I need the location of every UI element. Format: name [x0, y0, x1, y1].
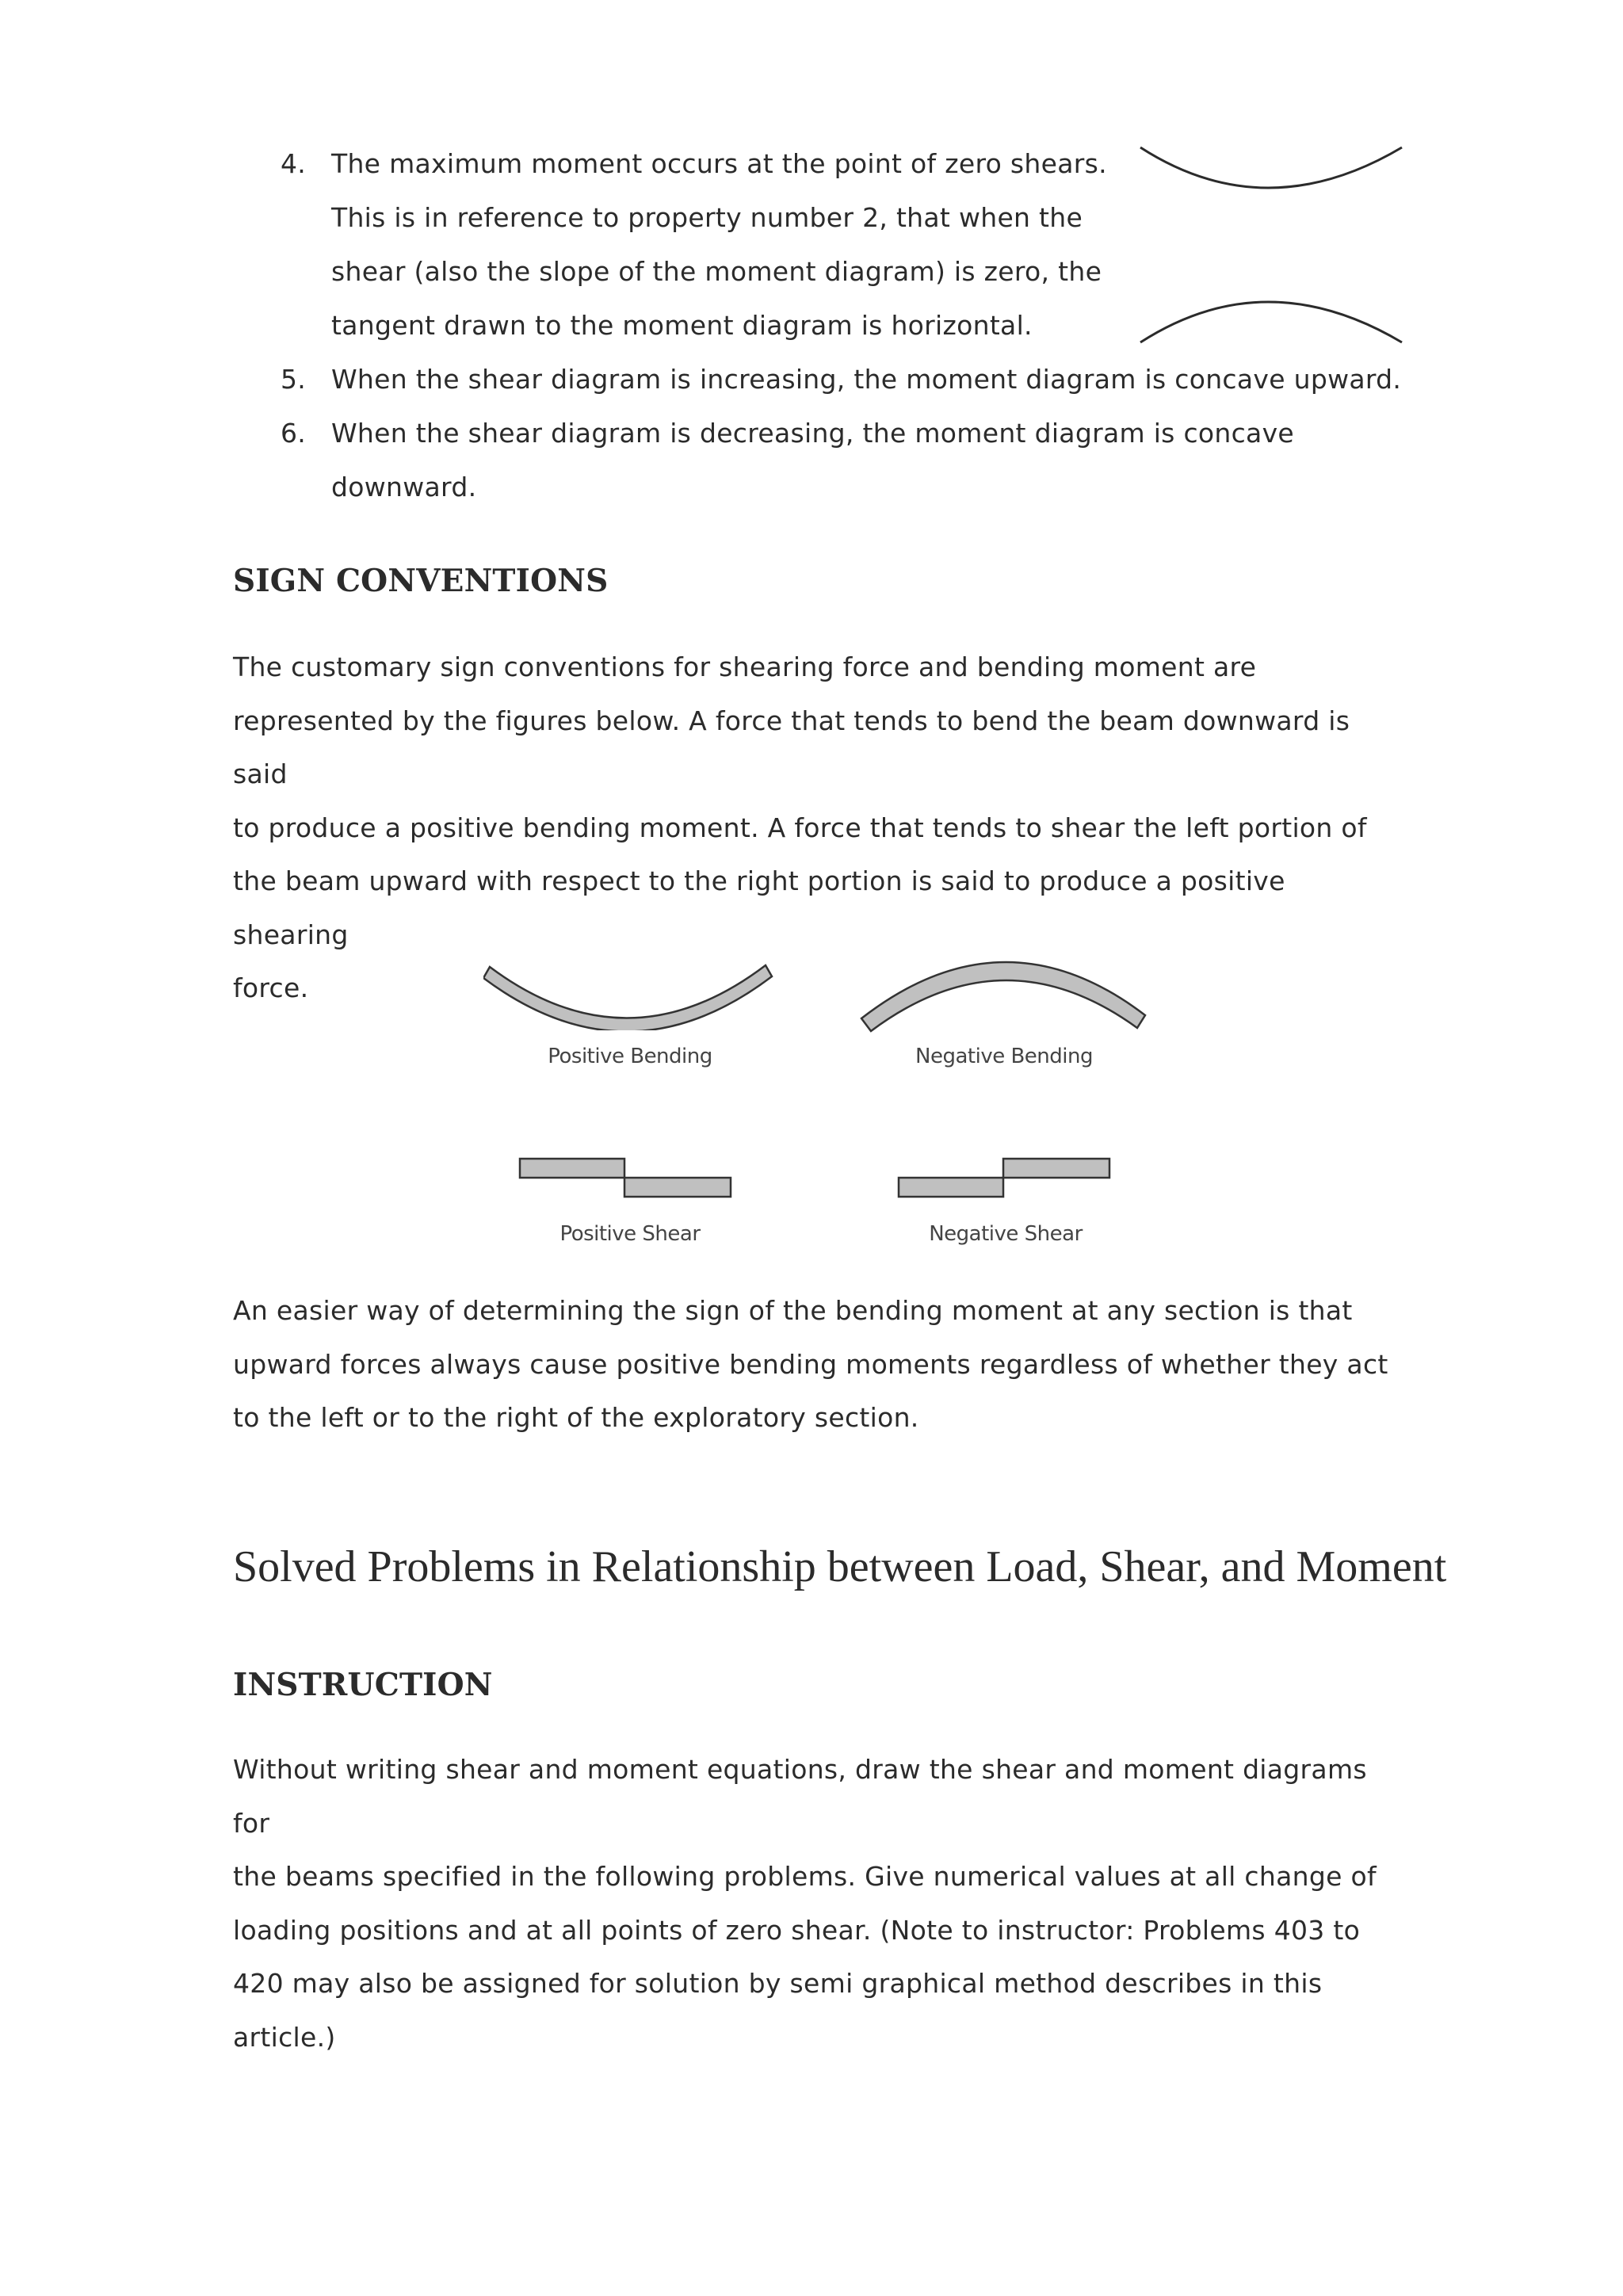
positive-shear-figure: [517, 1156, 737, 1203]
paragraph-line: represented by the figures below. A force that tends to bend the beam downward is said: [233, 705, 1350, 789]
paragraph-line: 420 may also be assigned for solution by semi graphical method describes in this: [233, 1968, 1323, 1999]
instruction-paragraph: [233, 1743, 1406, 2064]
sign-conventions-paragraph-2: [233, 1284, 1406, 1445]
paragraph-line: to produce a positive bending moment. A force that tends to shear the left portion of: [233, 812, 1367, 843]
positive-bending-figure: [483, 951, 777, 1030]
negative-bending-figure: [860, 947, 1153, 1038]
list-item-line: When the shear diagram is increasing, the moment diagram is concave upward.: [331, 364, 1402, 395]
list-item-line: This is in reference to property number 2, that when the: [331, 202, 1083, 233]
list-item-number: 5.: [281, 364, 307, 395]
list-item-line: shear (also the slope of the moment diagram) is zero, the: [331, 256, 1102, 287]
sign-conventions-paragraph: [233, 640, 1406, 1015]
paragraph-line: An easier way of determining the sign of the bending moment at any section is that: [233, 1295, 1353, 1326]
paragraph-line: the beams specified in the following problems. Give numerical values at all change of: [233, 1861, 1377, 1892]
paragraph-line: upward forces always cause positive bending moments regardless of whether they act: [233, 1348, 1388, 1380]
negative-shear-caption: Negative Shear: [929, 1222, 1083, 1246]
list-item-number: 4.: [281, 148, 307, 179]
paragraph-line: the beam upward with respect to the right portion is said to produce a positive shearing: [233, 865, 1285, 950]
concave-up-arc-icon: [1137, 143, 1407, 206]
instruction-heading: INSTRUCTION: [233, 1667, 493, 1703]
paragraph-line: Without writing shear and moment equations, draw the shear and moment diagrams for: [233, 1754, 1367, 1839]
list-item-line: downward.: [331, 472, 477, 502]
paragraph-line: loading positions and at all points of zero shear. (Note to instructor: Problems 403 to: [233, 1914, 1361, 1946]
paragraph-line: article.): [233, 2021, 336, 2053]
concave-down-arc-icon: [1137, 285, 1407, 349]
positive-bending-caption: Positive Bending: [548, 1045, 712, 1068]
sign-conventions-heading: SIGN CONVENTIONS: [233, 563, 609, 599]
list-item-number: 6.: [281, 418, 307, 449]
list-item-line: The maximum moment occurs at the point of zero shears.: [331, 148, 1107, 179]
list-item-line: tangent drawn to the moment diagram is horizontal.: [331, 310, 1033, 341]
section-title: Solved Problems in Relationship between Load, Shear, and Moment: [233, 1542, 1447, 1591]
paragraph-line: The customary sign conventions for shearing force and bending moment are: [233, 651, 1257, 682]
list-item-line: When the shear diagram is decreasing, the moment diagram is concave: [331, 418, 1294, 449]
paragraph-line: force.: [233, 972, 309, 1003]
paragraph-line: to the left or to the right of the exploratory section.: [233, 1402, 919, 1433]
negative-shear-figure: [896, 1156, 1116, 1203]
negative-bending-caption: Negative Bending: [915, 1045, 1093, 1068]
positive-shear-caption: Positive Shear: [559, 1222, 701, 1246]
